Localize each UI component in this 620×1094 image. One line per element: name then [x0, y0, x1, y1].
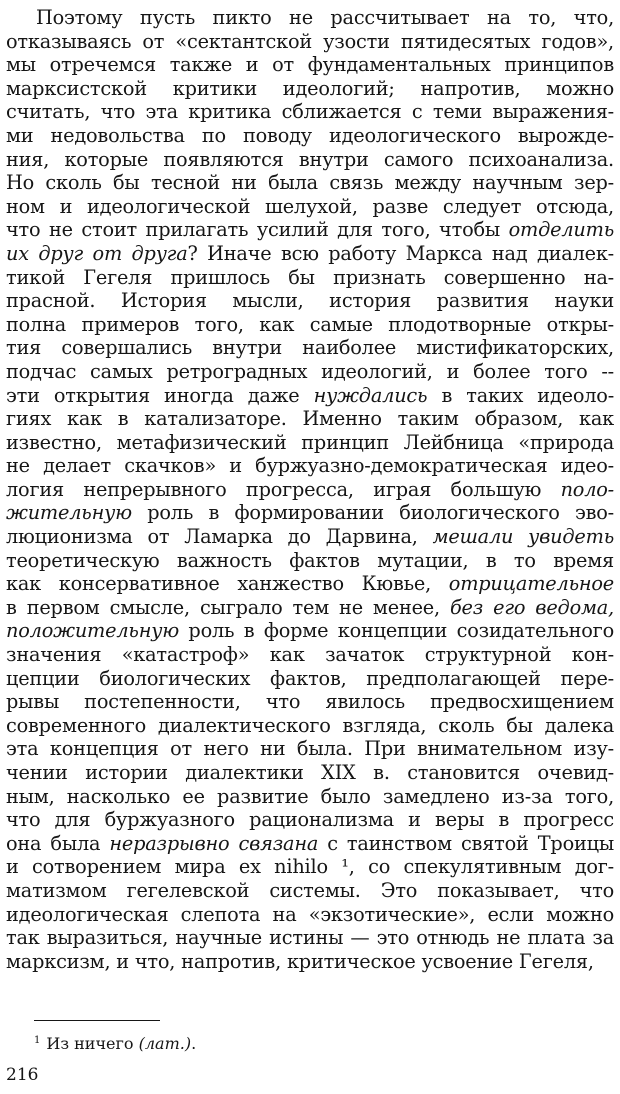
text-line	[6, 737, 614, 761]
italic-text: нуждались	[313, 383, 428, 407]
text-segment: рывы постепенности, что явилось предвосхищением	[6, 690, 614, 714]
text-segment: полна примеров того, как самые плодотворные откры-	[6, 312, 614, 336]
italic-text: мешали увидеть	[432, 525, 614, 549]
text-line	[6, 903, 614, 927]
italic-text: жительную	[6, 501, 132, 525]
text-line	[6, 171, 614, 195]
text-line	[6, 431, 614, 455]
text-line	[6, 242, 614, 266]
italic-text: отрицательное	[448, 572, 614, 596]
text-segment: с таинством святой Троицы	[318, 831, 614, 855]
text-segment: современного диалектического взгляда, сколь бы далека	[6, 713, 614, 737]
text-segment: ? Иначе всю работу Маркса над диалек-	[187, 241, 614, 265]
text-segment: так выразиться, научные истины — это отнюдь не плата за	[6, 926, 614, 950]
text-segment: что для буржуазного рационализма и веры в прогресс	[6, 808, 614, 832]
text-segment: гиях как в катализаторе. Именно таким образом, как	[6, 407, 614, 431]
text-line	[6, 667, 614, 691]
text-segment: эти открытия иногда даже	[6, 383, 314, 407]
text-line	[6, 714, 614, 738]
body-text	[6, 6, 614, 973]
text-segment: роль в форме концепции созидательного	[178, 619, 614, 643]
text-line	[6, 148, 614, 172]
text-segment: ным, насколько ее развитие было замедлено из-за того,	[6, 784, 614, 808]
text-line	[6, 454, 614, 478]
text-line	[6, 289, 614, 313]
text-line	[6, 360, 614, 384]
book-page	[6, 0, 614, 1094]
text-segment: и сотворением мира ex nihilo ¹, со спекулятивным дог-	[6, 855, 614, 879]
italic-text: без его ведома,	[449, 595, 614, 619]
text-line	[6, 6, 614, 30]
text-segment: в первом смысле, сыграло тем не менее,	[6, 595, 450, 619]
text-line	[6, 761, 614, 785]
text-line	[6, 501, 614, 525]
italic-text: их друг от друга	[6, 241, 188, 265]
text-segment: эта концепция от него ни была. При внимательном изу-	[6, 737, 614, 761]
text-segment: мы отречемся также и от фундаментальных принципов	[6, 53, 614, 77]
text-line	[6, 407, 614, 431]
text-line	[6, 549, 614, 573]
text-segment: марксистской критики идеологий; напротив, можно	[6, 76, 614, 100]
footnote-tail: .	[191, 1034, 197, 1053]
text-segment: ном и идеологической шелухой, разве следует отсюда,	[6, 194, 614, 218]
text-line	[6, 100, 614, 124]
text-segment: тия совершались внутри наиболее мистификаторских,	[6, 336, 614, 360]
text-segment: теоретическую важность фактов мутации, в то время	[6, 548, 614, 572]
text-line	[6, 690, 614, 714]
footnote-text: Из ничего	[46, 1034, 139, 1053]
text-line	[6, 950, 614, 974]
text-line	[6, 926, 614, 950]
text-segment: цепции биологических фактов, предполагающей пере-	[6, 666, 614, 690]
text-segment: что не стоит прилагать усилий для того, чтобы	[6, 218, 509, 242]
text-segment: логия непрерывного прогресса, играя большую	[6, 477, 561, 501]
text-segment: чении истории диалектики XIX в. становится очевид-	[6, 761, 614, 784]
text-line	[6, 785, 614, 809]
text-line	[6, 619, 614, 643]
text-line	[6, 384, 614, 408]
text-segment: не делает скачков» и буржуазно-демократическая идео-	[6, 454, 614, 478]
text-segment: роль в формировании биологического эво-	[131, 501, 614, 525]
text-line	[6, 525, 614, 549]
text-line	[6, 808, 614, 832]
text-segment: Поэтому пусть пикто не рассчитывает на то, что,	[36, 6, 614, 29]
text-line	[6, 879, 614, 903]
text-segment: значения «катастроф» как зачаток структурной кон-	[6, 643, 614, 667]
footnote	[34, 1031, 196, 1054]
page-number: 216	[6, 1065, 39, 1085]
text-segment: Но сколь бы тесной ни была связь между научным зер-	[6, 171, 614, 195]
text-line	[6, 313, 614, 337]
text-line	[6, 30, 614, 54]
text-line	[6, 478, 614, 502]
text-line	[6, 855, 614, 879]
text-segment: ми недовольства по поводу идеологического вырожде-	[6, 123, 614, 147]
text-segment: как консервативное ханжество Кювье,	[6, 572, 449, 596]
text-segment: в таких идеоло-	[427, 383, 614, 407]
text-segment: марксизм, и что, напротив, критическое усвоение Гегеля,	[6, 949, 594, 973]
text-line	[6, 596, 614, 620]
italic-text: отделить	[508, 218, 614, 242]
text-line	[6, 572, 614, 596]
text-line	[6, 643, 614, 667]
text-segment: подчас самых ретроградных идеологий, и более того --	[6, 359, 614, 383]
text-line	[6, 195, 614, 219]
text-line	[6, 832, 614, 856]
text-line	[6, 336, 614, 360]
text-segment: известно, метафизический принцип Лейбница «природа	[6, 430, 614, 454]
text-segment: идеологическая слепота на «экзотические», если можно	[6, 902, 614, 926]
italic-text: поло-	[560, 477, 614, 501]
footnote-italic: (лат.)	[138, 1034, 192, 1053]
text-segment: люционизма от Ламарка до Дарвина,	[6, 525, 433, 549]
text-line	[6, 124, 614, 148]
text-line	[6, 77, 614, 101]
footnote-marker: 1	[34, 1035, 41, 1046]
text-line	[6, 266, 614, 290]
text-line	[6, 218, 614, 242]
text-segment: считать, что эта критика сближается с теми выражения-	[6, 100, 614, 124]
text-segment: тикой Гегеля пришлось бы признать совершенно на-	[6, 265, 614, 289]
text-line	[6, 53, 614, 77]
text-segment: прасной. История мысли, история развития науки	[6, 289, 614, 313]
footnote-separator	[34, 1020, 160, 1021]
text-segment: она была	[6, 831, 110, 855]
text-segment: матизмом гегелевской системы. Это показывает, что	[6, 878, 614, 902]
italic-text: неразрывно связана	[109, 831, 319, 855]
text-segment: ния, которые появляются внутри самого психоанализа.	[6, 147, 614, 171]
italic-text: положительную	[6, 619, 179, 643]
text-segment: отказываясь от «сектантской узости пятидесятых годов»,	[6, 29, 614, 53]
